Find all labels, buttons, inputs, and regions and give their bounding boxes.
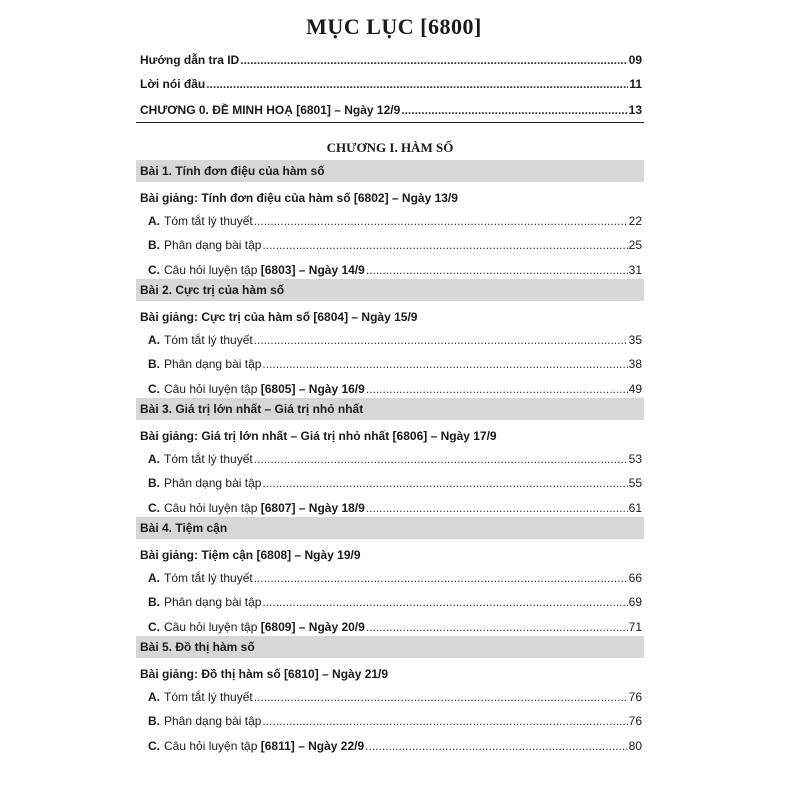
toc-subentry[interactable]: [148, 262, 642, 278]
toc-subentry[interactable]: [148, 213, 642, 229]
toc-subentry-label: [148, 619, 365, 635]
toc-subentry-label: [148, 356, 261, 372]
dot-leader: [254, 689, 628, 705]
toc-subentry-text: Tóm tắt lý thuyết: [164, 571, 253, 585]
toc-subentry-text: Câu hỏi luyện tập: [164, 739, 258, 753]
dot-leader: [366, 381, 628, 397]
toc-subentry-text: Phân dạng bài tập: [164, 595, 262, 609]
toc-subentry-text: Phân dạng bài tập: [164, 476, 262, 490]
toc-subentry-letter: B.: [148, 476, 160, 490]
toc-subentry-letter: C.: [148, 501, 160, 515]
toc-subentry-page: 76: [628, 690, 642, 704]
toc-subentry[interactable]: [148, 451, 642, 467]
toc-subentry[interactable]: [148, 594, 642, 610]
toc-subentry-page: 61: [628, 501, 642, 515]
toc-subentry[interactable]: [148, 713, 642, 729]
toc-subentry-label: [148, 213, 253, 229]
toc-subentry-text: Phân dạng bài tập: [164, 714, 262, 728]
toc-subentry-label: [148, 570, 253, 586]
toc-entry-label: Lời nói đầu: [140, 77, 206, 91]
toc-subentry-page: 80: [628, 739, 642, 753]
toc-subentry-id: [6805] – Ngày 16/9: [260, 382, 365, 396]
lesson-header[interactable]: Bài 2. Cực trị của hàm số: [136, 279, 644, 301]
toc-entry-chapter-0[interactable]: [140, 102, 642, 118]
toc-subentry-text: Câu hỏi luyện tập: [164, 382, 258, 396]
dot-leader: [254, 332, 628, 348]
toc-subentry-label: [148, 594, 261, 610]
toc-subentry-letter: A.: [148, 333, 160, 347]
toc-subentry-page: 35: [628, 333, 642, 347]
toc-subentry-page: 25: [628, 238, 642, 252]
toc-subentry-letter: A.: [148, 452, 160, 466]
toc-subentry-text: Câu hỏi luyện tập: [164, 501, 258, 515]
lecture-entry[interactable]: Bài giảng: Giá trị lớn nhất – Giá trị nhỏ nhất [6806] – Ngày 17/9: [140, 429, 497, 443]
dot-leader: [401, 102, 627, 118]
lesson-header[interactable]: Bài 1. Tính đơn điệu của hàm số: [136, 160, 644, 182]
toc-subentry-page: 76: [628, 714, 642, 728]
lecture-entry[interactable]: Bài giảng: Tiệm cận [6808] – Ngày 19/9: [140, 548, 361, 562]
toc-subentry-label: [148, 738, 364, 754]
dot-leader: [366, 500, 628, 516]
toc-subentry[interactable]: [148, 332, 642, 348]
toc-entry-guide[interactable]: [140, 52, 642, 68]
lecture-entry[interactable]: Bài giảng: Tính đơn điệu của hàm số [6802] – Ngày 13/9: [140, 191, 458, 205]
toc-subentry-text: Tóm tắt lý thuyết: [164, 452, 253, 466]
toc-entry-page: 09: [628, 53, 642, 67]
toc-subentry[interactable]: [148, 500, 642, 516]
toc-subentry-letter: B.: [148, 238, 160, 252]
toc-subentry-label: [148, 237, 261, 253]
toc-subentry-text: Phân dạng bài tập: [164, 357, 262, 371]
toc-subentry-label: [148, 500, 365, 516]
dot-leader: [365, 738, 627, 754]
page-title: MỤC LỤC [6800]: [306, 14, 482, 39]
toc-subentry-label: [148, 332, 253, 348]
dot-leader: [206, 76, 628, 92]
toc-subentry-text: Tóm tắt lý thuyết: [164, 690, 253, 704]
chapter-heading: CHƯƠNG I. HÀM SỐ: [326, 140, 454, 155]
toc-subentry[interactable]: [148, 356, 642, 372]
toc-subentry[interactable]: [148, 619, 642, 635]
toc-subentry-id: [6809] – Ngày 20/9: [260, 620, 365, 634]
dot-leader: [262, 713, 627, 729]
toc-subentry-text: Tóm tắt lý thuyết: [164, 214, 253, 228]
toc-subentry-page: 38: [628, 357, 642, 371]
toc-subentry-letter: A.: [148, 690, 160, 704]
dot-leader: [254, 570, 628, 586]
toc-subentry-id: [6807] – Ngày 18/9: [260, 501, 365, 515]
toc-subentry-letter: B.: [148, 595, 160, 609]
toc-subentry-text: Tóm tắt lý thuyết: [164, 333, 253, 347]
toc-subentry-text: Câu hỏi luyện tập: [164, 263, 258, 277]
dot-leader: [366, 619, 628, 635]
dot-leader: [262, 594, 627, 610]
toc-subentry-letter: C.: [148, 382, 160, 396]
toc-entry-label: CHƯƠNG 0. ĐỀ MINH HOẠ [6801] – Ngày 12/9: [140, 103, 401, 117]
toc-subentry-id: [6811] – Ngày 22/9: [260, 739, 365, 753]
toc-subentry-page: 22: [628, 214, 642, 228]
dot-leader: [240, 52, 627, 68]
toc-subentry-label: [148, 381, 365, 397]
dot-leader: [262, 356, 627, 372]
toc-subentry-text: Phân dạng bài tập: [164, 238, 262, 252]
toc-subentry-page: 53: [628, 452, 642, 466]
toc-subentry-label: [148, 475, 261, 491]
toc-subentry[interactable]: [148, 570, 642, 586]
toc-subentry-letter: B.: [148, 714, 160, 728]
divider-rule: [136, 122, 644, 123]
lecture-entry[interactable]: Bài giảng: Đồ thị hàm số [6810] – Ngày 21/9: [140, 667, 389, 681]
toc-subentry[interactable]: [148, 381, 642, 397]
toc-entry-preface[interactable]: [140, 76, 642, 92]
toc-subentry[interactable]: [148, 738, 642, 754]
lesson-header[interactable]: Bài 4. Tiệm cận: [136, 517, 644, 539]
dot-leader: [262, 237, 627, 253]
toc-entry-label: Hướng dẫn tra ID: [140, 53, 240, 67]
toc-subentry-letter: C.: [148, 739, 160, 753]
dot-leader: [262, 475, 627, 491]
toc-subentry-letter: A.: [148, 571, 160, 585]
toc-subentry-letter: C.: [148, 620, 160, 634]
toc-subentry-page: 66: [628, 571, 642, 585]
toc-subentry[interactable]: [148, 237, 642, 253]
lesson-header[interactable]: Bài 3. Giá trị lớn nhất – Giá trị nhỏ nhất: [136, 398, 644, 420]
toc-entry-page: 13: [628, 103, 642, 117]
toc-subentry-letter: A.: [148, 214, 160, 228]
toc-subentry-id: [6803] – Ngày 14/9: [260, 263, 365, 277]
toc-subentry-label: [148, 451, 253, 467]
toc-subentry[interactable]: [148, 689, 642, 705]
dot-leader: [366, 262, 628, 278]
dot-leader: [254, 213, 628, 229]
toc-subentry-page: 31: [628, 263, 642, 277]
toc-subentry-letter: C.: [148, 263, 160, 277]
toc-subentry[interactable]: [148, 475, 642, 491]
toc-subentry-page: 55: [628, 476, 642, 490]
toc-subentry-page: 71: [628, 620, 642, 634]
toc-entry-page: 11: [629, 77, 642, 91]
toc-subentry-label: [148, 262, 365, 278]
toc-subentry-text: Câu hỏi luyện tập: [164, 620, 258, 634]
toc-subentry-letter: B.: [148, 357, 160, 371]
dot-leader: [254, 451, 628, 467]
toc-subentry-page: 49: [628, 382, 642, 396]
lesson-header[interactable]: Bài 5. Đồ thị hàm số: [136, 636, 644, 658]
lecture-entry[interactable]: Bài giảng: Cực trị của hàm số [6804] – Ngày 15/9: [140, 310, 418, 324]
toc-subentry-label: [148, 713, 261, 729]
toc-subentry-label: [148, 689, 253, 705]
toc-subentry-page: 69: [628, 595, 642, 609]
